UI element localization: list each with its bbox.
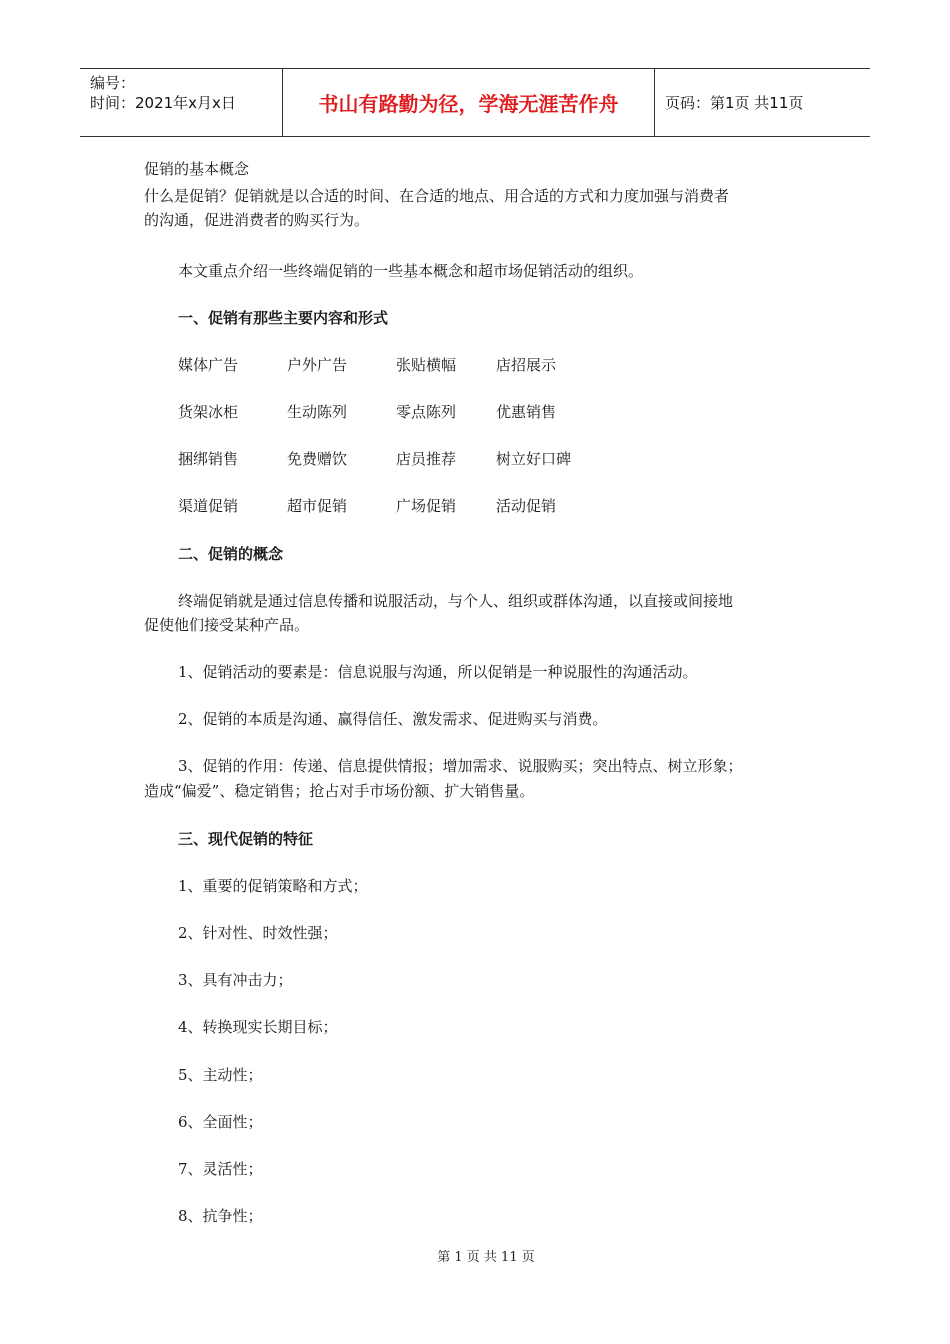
header-meta — [80, 69, 282, 136]
section2-heading: 二、促销的概念 — [178, 545, 284, 563]
form-item: 货架冰柜 — [178, 403, 239, 421]
feature-item: 8、抗争性； — [178, 1207, 263, 1225]
section1-heading: 一、促销有那些主要内容和形式 — [178, 309, 389, 327]
concept-line-1: 终端促销就是通过信息传播和说服活动，与个人、组织或群体沟通，以直接或间接地 — [178, 592, 734, 610]
form-item: 广场促销 — [396, 497, 457, 515]
feature-item: 1、重要的促销策略和方式； — [178, 877, 368, 895]
document-header — [80, 68, 870, 137]
doc-title: 促销的基本概念 — [144, 160, 250, 178]
form-item: 生动陈列 — [287, 403, 348, 421]
section3-heading: 三、现代促销的特征 — [178, 830, 314, 848]
feature-item: 2、针对性、时效性强； — [178, 924, 338, 942]
number-label: 编号： — [90, 74, 136, 92]
form-item: 活动促销 — [496, 497, 557, 515]
form-item: 零点陈列 — [396, 403, 457, 421]
form-item: 张贴横幅 — [396, 356, 457, 374]
date-label: 时间：2021年x月x日 — [90, 94, 236, 112]
concept-line-2: 促使他们接受某种产品。 — [144, 616, 310, 634]
form-item: 捆绑销售 — [178, 450, 239, 468]
feature-item: 7、灵活性； — [178, 1160, 263, 1178]
feature-item: 6、全面性； — [178, 1113, 263, 1131]
form-item: 免费赠饮 — [287, 450, 348, 468]
feature-item: 4、转换现实长期目标； — [178, 1018, 338, 1036]
form-item: 优惠销售 — [496, 403, 557, 421]
point-1: 1、促销活动的要素是：信息说服与沟通，所以促销是一种说服性的沟通活动。 — [178, 663, 698, 681]
form-item: 超市促销 — [287, 497, 348, 515]
form-item: 户外广告 — [287, 356, 348, 374]
form-item: 树立好口碑 — [496, 450, 572, 468]
feature-item: 5、主动性； — [178, 1066, 263, 1084]
form-item: 店员推荐 — [396, 450, 457, 468]
header-page-info: 页码：第1页 共11页 — [665, 94, 804, 112]
form-item: 媒体广告 — [178, 356, 239, 374]
form-item: 店招展示 — [496, 356, 557, 374]
point-3-line-2: 造成“偏爱”、稳定销售；抢占对手市场份额、扩大销售量。 — [144, 782, 535, 800]
point-2: 2、促销的本质是沟通、赢得信任、激发需求、促进购买与消费。 — [178, 710, 608, 728]
intro-line-1: 什么是促销？促销就是以合适的时间、在合适的地点、用合适的方式和力度加强与消费者 — [144, 187, 730, 205]
feature-item: 3、具有冲击力； — [178, 971, 293, 989]
focus-paragraph: 本文重点介绍一些终端促销的一些基本概念和超市场促销活动的组织。 — [178, 262, 644, 280]
form-item: 渠道促销 — [178, 497, 239, 515]
header-motto: 书山有路勤为径，学海无涯苦作舟 — [282, 69, 655, 136]
point-3-line-1: 3、促销的作用：传递、信息提供情报；增加需求、说服购买；突出特点、树立形象； — [178, 757, 743, 775]
intro-line-2: 的沟通，促进消费者的购买行为。 — [144, 211, 370, 229]
page-footer: 第 1 页 共 11 页 — [437, 1250, 535, 1265]
